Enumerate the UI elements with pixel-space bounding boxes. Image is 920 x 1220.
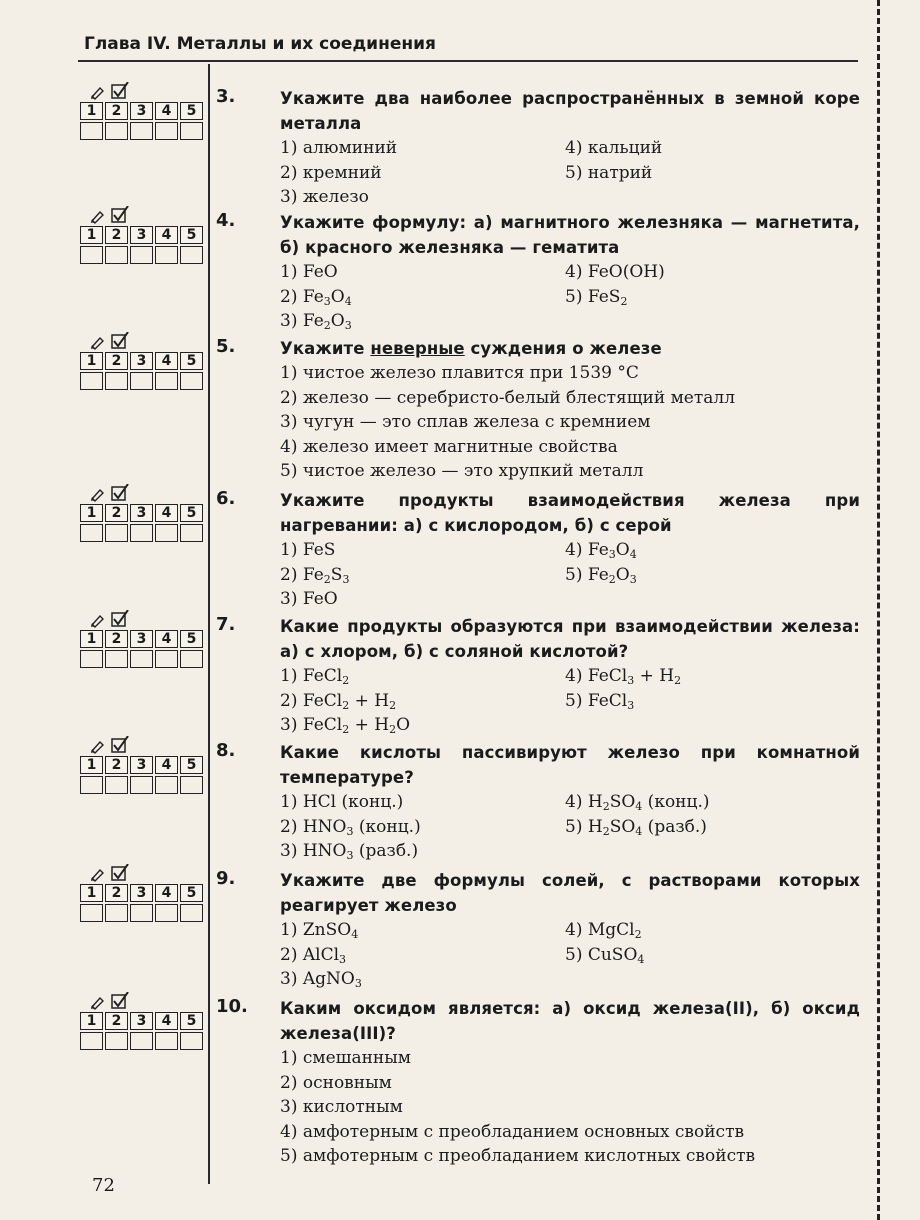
answer-option: 3) кислотным: [280, 1097, 403, 1117]
answer-options: [280, 538, 860, 612]
answer-option: 3) FeCl$_2$ + $H_2O$: [280, 715, 411, 736]
answer-option: 1) FeS: [280, 540, 336, 560]
answer-digit-cell: 5: [180, 630, 203, 648]
answer-input-cell[interactable]: [105, 1032, 128, 1050]
answer-option: 5) FeCl$_3$: [565, 690, 635, 712]
answer-input-cell[interactable]: [155, 1032, 178, 1050]
question-prompt: Укажите продукты взаимодействия железа при нагревании: а) с кислородом, б) с серой: [280, 491, 860, 535]
answer-option: 1) ZnSO$_4$: [280, 920, 359, 941]
answer-input-cell[interactable]: [80, 1032, 103, 1050]
answer-options: [280, 361, 860, 484]
answer-input-cell[interactable]: [80, 122, 103, 140]
page-number: 72: [92, 1175, 115, 1196]
prompt-emphasis: неверные: [370, 339, 465, 358]
pencil-check-icon: [90, 736, 130, 754]
answer-option: 2) FeCl$_2$ + $H_2$: [280, 690, 397, 712]
answer-digit-cell: 1: [80, 630, 103, 648]
answer-option: 4) $Fe_3O_4$: [565, 540, 637, 561]
answer-input-cell[interactable]: [105, 524, 128, 542]
answer-digit-cell: 4: [155, 630, 178, 648]
answer-option: 3) AgNO$_3$: [280, 969, 362, 990]
answer-input-cell[interactable]: [105, 776, 128, 794]
answer-digit-cell: 2: [105, 1012, 128, 1030]
answer-digit-cell: 4: [155, 756, 178, 774]
question-prompt: Укажите два наиболее распространённых в земной коре металла: [280, 89, 860, 133]
answer-option: 3) FeO: [280, 589, 338, 609]
answer-option: 3) $HNO_3$ (разб.): [280, 841, 419, 862]
answer-option: 4) FeCl$_3$ + $H_2$: [565, 666, 682, 687]
answer-digit-cell: 3: [130, 884, 153, 902]
answer-digit-cell: 2: [105, 352, 128, 370]
answer-option: 1) чистое железо плавится при 1539 °C: [280, 363, 639, 383]
pencil-check-icon: [90, 82, 130, 100]
answer-options: [280, 260, 860, 334]
margin-divider: [208, 64, 210, 1184]
question-number: 6.: [216, 488, 236, 509]
answer-input-cell[interactable]: [130, 1032, 153, 1050]
answer-input-cell[interactable]: [180, 1032, 203, 1050]
answer-option: 5) натрий: [565, 162, 653, 183]
answer-option: 5) чистое железо — это хрупкий металл: [280, 461, 644, 481]
answer-option: 4) MgCl$_2$: [565, 920, 642, 941]
answer-input-cell[interactable]: [155, 122, 178, 140]
answer-input-cell[interactable]: [130, 650, 153, 668]
answer-input-cell[interactable]: [105, 246, 128, 264]
question-prompt: Какие продукты образуются при взаимодействии железа: а) с хлором, б) с соляной кислотой?: [280, 617, 860, 661]
answer-digit-cell: 1: [80, 352, 103, 370]
answer-input-cell[interactable]: [180, 246, 203, 264]
answer-input-cell[interactable]: [105, 372, 128, 390]
answer-digit-cell: 5: [180, 504, 203, 522]
answer-option: 4) $H_2SO_4$ (конц.): [565, 792, 710, 813]
answer-box: [80, 868, 202, 924]
answer-input-cell[interactable]: [80, 776, 103, 794]
answer-box: [80, 740, 202, 796]
answer-input-cell[interactable]: [155, 372, 178, 390]
answer-option: 3) железо: [280, 187, 369, 207]
answer-digit-cell: 1: [80, 504, 103, 522]
question-prompt: Укажите две формулы солей, с растворами которых реагирует железо: [280, 871, 860, 915]
answer-option: 4) кальций: [565, 138, 663, 158]
prompt-part: Укажите: [280, 339, 371, 358]
answer-digit-cell: 5: [180, 102, 203, 120]
answer-box: [80, 996, 202, 1052]
answer-option: 5) FeS$_2$: [565, 286, 628, 308]
answer-input-cell[interactable]: [180, 524, 203, 542]
answer-digit-cell: 2: [105, 226, 128, 244]
answer-digit-cell: 3: [130, 630, 153, 648]
answer-digit-cell: 1: [80, 1012, 103, 1030]
answer-input-cell[interactable]: [155, 904, 178, 922]
answer-option: 2) $Fe_3O_4$: [280, 286, 352, 308]
answer-input-cell[interactable]: [130, 524, 153, 542]
answer-input-cell[interactable]: [80, 650, 103, 668]
answer-input-cell[interactable]: [180, 904, 203, 922]
answer-input-cell[interactable]: [80, 904, 103, 922]
answer-option: 1) алюминий: [280, 138, 398, 158]
answer-digit-cell: 2: [105, 504, 128, 522]
answer-option: 2) железо — серебристо-белый блестящий металл: [280, 387, 735, 408]
answer-input-cell[interactable]: [130, 904, 153, 922]
answer-input-cell[interactable]: [180, 122, 203, 140]
question-prompt: Укажите формулу: а) магнитного железняка — магнетита, б) красного железняка — гематита: [280, 213, 860, 257]
answer-option: 2) $HNO_3$ (конц.): [280, 816, 421, 838]
answer-input-cell[interactable]: [155, 246, 178, 264]
answer-digit-cell: 4: [155, 226, 178, 244]
answer-option: 2) кремний: [280, 162, 382, 183]
answer-input-cell[interactable]: [155, 524, 178, 542]
answer-input-cell[interactable]: [130, 122, 153, 140]
answer-input-cell[interactable]: [130, 776, 153, 794]
answer-digit-cell: 4: [155, 102, 178, 120]
answer-digit-cell: 1: [80, 884, 103, 902]
question-prompt: [280, 336, 860, 361]
question-number: 8.: [216, 740, 236, 761]
page-cut-border: [877, 0, 880, 1220]
pencil-check-icon: [90, 206, 130, 224]
answer-input-cell[interactable]: [105, 650, 128, 668]
answer-digit-cell: 5: [180, 884, 203, 902]
answer-input-cell[interactable]: [105, 904, 128, 922]
answer-option: 5) амфотерным с преобладанием кислотных свойств: [280, 1146, 756, 1166]
answer-digit-cell: 3: [130, 226, 153, 244]
answer-digit-cell: 5: [180, 756, 203, 774]
answer-options: [280, 1046, 860, 1169]
answer-options: [280, 136, 860, 210]
question-number: 10.: [216, 996, 248, 1017]
page-header: [78, 30, 858, 62]
answer-option: 2) AlCl$_3$: [280, 944, 347, 966]
question-number: 3.: [216, 86, 236, 107]
answer-digit-cell: 4: [155, 504, 178, 522]
answer-digit-cell: 2: [105, 756, 128, 774]
question-prompt: Каким оксидом является: а) оксид железа(II), б) оксид железа(III)?: [280, 999, 860, 1043]
pencil-check-icon: [90, 484, 130, 502]
answer-input-cell[interactable]: [80, 372, 103, 390]
answer-input-cell[interactable]: [180, 372, 203, 390]
answer-option: 4) железо имеет магнитные свойства: [280, 436, 618, 457]
answer-input-cell[interactable]: [80, 524, 103, 542]
answer-option: 1) HCl (конц.): [280, 792, 404, 812]
answer-input-cell[interactable]: [105, 122, 128, 140]
pencil-check-icon: [90, 864, 130, 882]
question-number: 9.: [216, 868, 236, 889]
answer-digit-cell: 2: [105, 102, 128, 120]
answer-box: [80, 614, 202, 670]
answer-box: [80, 488, 202, 544]
answer-option: 3) $Fe_2O_3$: [280, 311, 352, 332]
answer-input-cell[interactable]: [155, 650, 178, 668]
answer-digit-cell: 3: [130, 1012, 153, 1030]
answer-option: 4) амфотерным с преобладанием основных свойств: [280, 1121, 745, 1142]
answer-options: [280, 664, 860, 738]
answer-input-cell[interactable]: [180, 650, 203, 668]
answer-input-cell[interactable]: [180, 776, 203, 794]
answer-digit-cell: 4: [155, 1012, 178, 1030]
answer-input-cell[interactable]: [130, 372, 153, 390]
question-prompt: Какие кислоты пассивируют железо при комнатной температуре?: [280, 743, 860, 787]
question-number: 7.: [216, 614, 236, 635]
pencil-check-icon: [90, 332, 130, 350]
answer-digit-cell: 3: [130, 352, 153, 370]
prompt-part: суждения о железе: [464, 339, 662, 358]
question-number: 5.: [216, 336, 236, 357]
answer-digit-cell: 1: [80, 226, 103, 244]
answer-digit-cell: 5: [180, 226, 203, 244]
answer-digit-cell: 3: [130, 102, 153, 120]
answer-digit-cell: 5: [180, 352, 203, 370]
answer-option: 1) FeCl$_2$: [280, 666, 350, 687]
answer-input-cell[interactable]: [80, 246, 103, 264]
answer-option: 5) $Fe_2O_3$: [565, 564, 637, 586]
answer-options: [280, 918, 860, 992]
answer-option: 3) чугун — это сплав железа с кремнием: [280, 412, 651, 432]
answer-option: 5) $H_2SO_4$ (разб.): [565, 816, 707, 838]
question-number: 4.: [216, 210, 236, 231]
answer-option: 5) CuSO$_4$: [565, 944, 645, 966]
answer-box: [80, 336, 202, 392]
answer-options: [280, 790, 860, 864]
answer-box: [80, 86, 202, 142]
answer-option: 1) FeO: [280, 262, 338, 282]
pencil-check-icon: [90, 992, 130, 1010]
answer-digit-cell: 2: [105, 630, 128, 648]
answer-digit-cell: 4: [155, 884, 178, 902]
answer-option: 2) основным: [280, 1072, 392, 1093]
answer-digit-cell: 4: [155, 352, 178, 370]
answer-input-cell[interactable]: [130, 246, 153, 264]
answer-input-cell[interactable]: [155, 776, 178, 794]
answer-digit-cell: 5: [180, 1012, 203, 1030]
answer-digit-cell: 3: [130, 504, 153, 522]
answer-digit-cell: 2: [105, 884, 128, 902]
answer-option: 1) смешанным: [280, 1048, 412, 1068]
pencil-check-icon: [90, 610, 130, 628]
answer-box: [80, 210, 202, 266]
answer-digit-cell: 1: [80, 102, 103, 120]
answer-digit-cell: 3: [130, 756, 153, 774]
answer-option: 4) FeO(OH): [565, 262, 665, 282]
chapter-title: Глава IV. Металлы и их соединения: [84, 34, 436, 54]
answer-option: 2) $Fe_2S_3$: [280, 564, 350, 586]
answer-digit-cell: 1: [80, 756, 103, 774]
